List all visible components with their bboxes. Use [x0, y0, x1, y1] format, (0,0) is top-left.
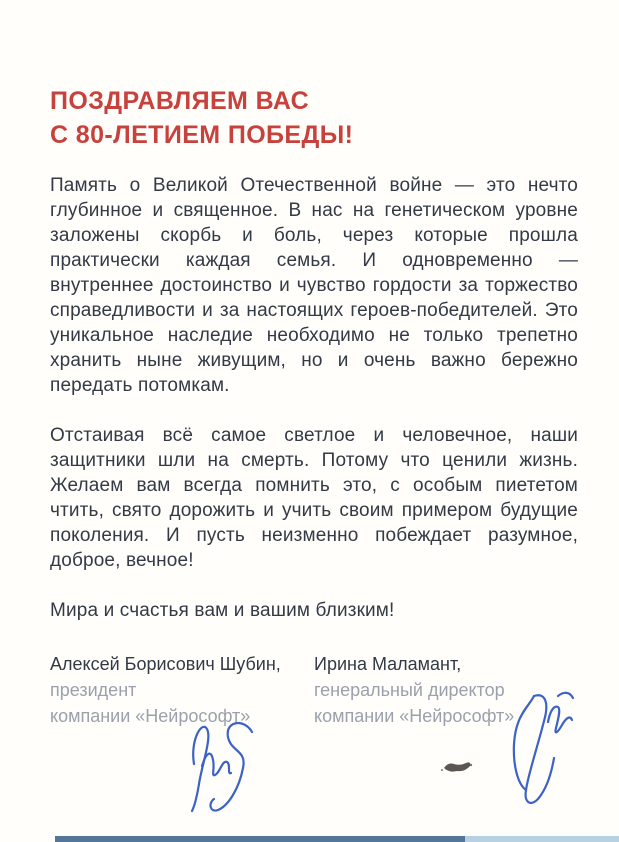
signatory-role: генеральный директор: [314, 680, 505, 700]
signatory-name: Алексей Борисович Шубин,: [50, 654, 281, 674]
heading-line-2: С 80-ЛЕТИЕМ ПОБЕДЫ!: [50, 121, 354, 149]
signature-shubin-icon: [180, 712, 270, 814]
ink-blot-icon: [440, 757, 474, 777]
signatory-company: компании «Нейрософт»: [314, 706, 515, 726]
paragraph-wish: Отстаивая всё самое светлое и человечное, наши защитники шли на смерть. Потому что ценили жизнь. Желаем вам всегда помнить это, с особым пиететом чтить, свято дорожить и учить своим примером будущие поколения. И пусть неизменно побеждает разумное, доброе, вечное!: [50, 425, 578, 571]
signatory-role: президент: [50, 680, 137, 700]
letter-body: [50, 173, 578, 623]
signature-malamant-icon: [498, 690, 583, 812]
signatory-company: компании «Нейрософт»: [50, 706, 251, 726]
closing-line: Мира и счастья вам и вашим близким!: [50, 600, 395, 621]
footer-accent-bar-light: [465, 836, 619, 842]
paragraph-memory: Память о Великой Отечественной войне — это нечто глубинное и священное. В нас на генетическом уровне заложены скорбь и боль, через которые прошла практически каждая семья. И одновременно — внутреннее достоинство и чувство гордости за торжество справедливости и за настоящих героев-победителей. Это уникальное наследие необходимо не только трепетно хранить ныне живущим, но и очень важно бережно передать потомкам.: [50, 175, 578, 396]
footer-accent-bar-dark: [55, 836, 465, 842]
letter-heading: [50, 84, 353, 152]
signatory-name: Ирина Маламант,: [314, 654, 462, 674]
heading-line-1: ПОЗДРАВЛЯЕМ ВАС: [50, 87, 310, 115]
